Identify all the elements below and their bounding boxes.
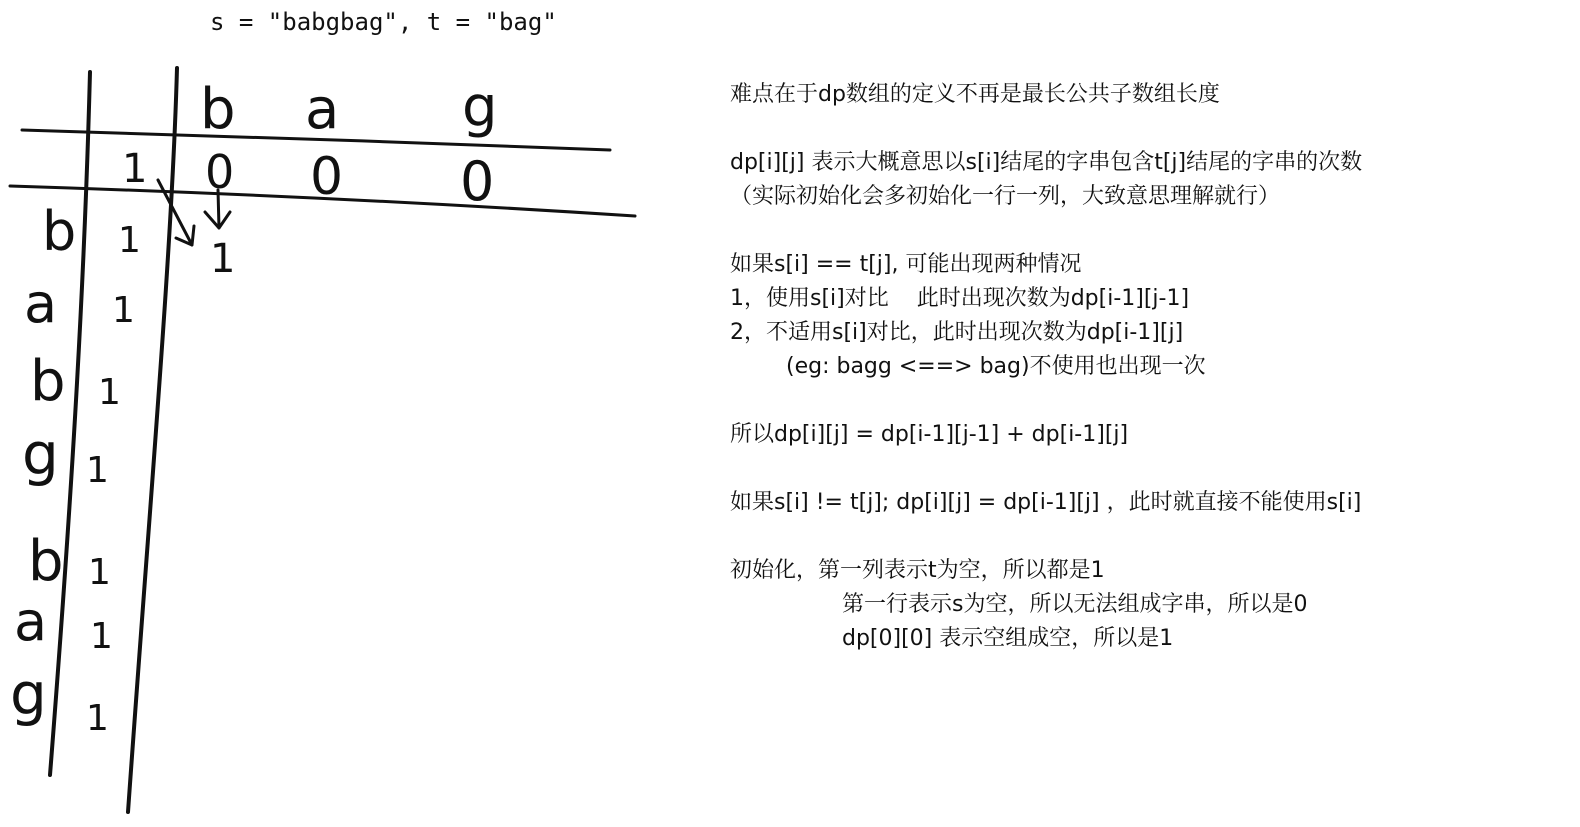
note-line: 如果s[i] == t[j], 可能出现两种情况 — [730, 252, 1082, 277]
col-header-a: a — [305, 77, 340, 142]
note-line: 所以dp[i][j] = dp[i-1][j-1] + dp[i-1][j] — [730, 422, 1129, 447]
note-line: (eg: bagg <==> bag)不使用也出现一次 — [786, 354, 1206, 379]
first-col-value-4: 1 — [86, 450, 109, 491]
note-line: 初始化，第一列表示t为空，所以都是1 — [730, 558, 1105, 583]
spacer — [730, 520, 1570, 554]
note-line: （实际初始化会多初始化一行一列，大致意思理解就行） — [730, 184, 1281, 209]
spacer — [730, 112, 1570, 146]
note-line: 如果s[i] != t[j]; dp[i][j] = dp[i-1][j] ，此时就直接不能使用s[i] — [730, 490, 1362, 515]
first-col-value-5: 1 — [88, 552, 111, 593]
note-line: 2，不适用s[i]对比，此时出现次数为dp[i-1][j] — [730, 320, 1184, 345]
diagonal-arrow — [158, 180, 194, 245]
row-header-2: a — [24, 272, 58, 335]
first-row-value-b: 0 — [205, 145, 235, 199]
first-col-value-1: 1 — [118, 220, 141, 261]
note-line: 1，使用s[i]对比 此时出现次数为dp[i-1][j-1] — [730, 286, 1190, 311]
first-col-value-3: 1 — [98, 372, 121, 413]
note-line: dp[i][j] 表示大概意思以s[i]结尾的字串包含t[j]结尾的字串的次数 — [730, 150, 1363, 175]
note-line: dp[0][0] 表示空组成空，所以是1 — [842, 626, 1174, 651]
row-header-6: a — [14, 590, 48, 653]
spacer — [730, 214, 1570, 248]
spacer — [730, 384, 1570, 418]
row-header-3: b — [30, 349, 66, 414]
row-header-4: g — [22, 420, 59, 488]
dp-cell-b-b: 1 — [210, 236, 236, 282]
first-row-value-a: 0 — [310, 147, 344, 207]
first-row-corner-value: 1 — [122, 146, 148, 192]
col-header-g: g — [462, 75, 498, 140]
first-col-value-2: 1 — [112, 290, 135, 331]
first-col-value-6: 1 — [90, 616, 113, 657]
row-header-7: g — [10, 660, 47, 728]
note-line: 第一行表示s为空，所以无法组成字串，所以是0 — [842, 592, 1308, 617]
first-col-value-7: 1 — [86, 698, 109, 739]
row-header-5: b — [28, 529, 64, 594]
row-header-1: b — [42, 200, 77, 263]
problem-caption: s = "babgbag", t = "bag" — [210, 8, 557, 36]
explanation-notes — [730, 78, 1570, 656]
note-line: 难点在于dp数组的定义不再是最长公共子数组长度 — [730, 82, 1220, 107]
col-header-b: b — [200, 77, 236, 142]
first-row-value-g: 0 — [460, 150, 495, 213]
spacer — [730, 452, 1570, 486]
